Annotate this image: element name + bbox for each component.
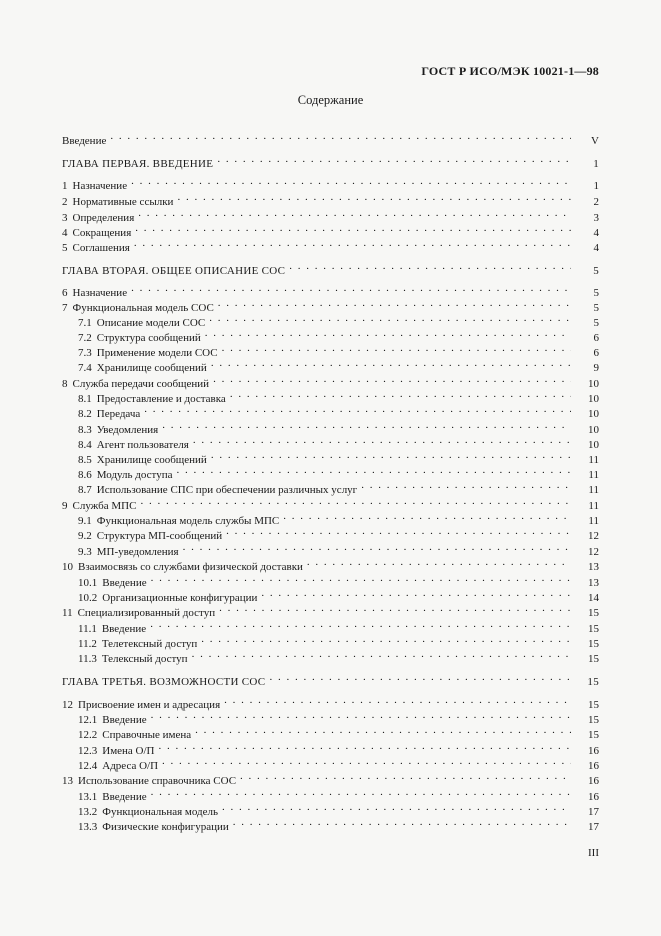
toc-entry-page: 10: [588, 408, 599, 420]
toc-entry-page: 15: [588, 607, 599, 619]
toc-chapter: [62, 259, 599, 277]
toc-entry-label: [62, 134, 108, 149]
toc-entry-text: Сокращения: [72, 227, 132, 239]
toc-entry: [62, 617, 599, 635]
toc-entry-text: Использование справочника СОС: [78, 775, 237, 787]
toc-entry-text: Назначение: [72, 180, 128, 192]
toc-entry-page: 15: [588, 729, 599, 741]
toc-entry-page: 3: [593, 212, 599, 224]
toc-entry: [62, 311, 599, 329]
toc-entry: [62, 326, 599, 344]
toc-entry-number: 11: [62, 607, 73, 619]
toc-entry-number: 12.2: [78, 729, 98, 741]
toc-entry-text: Адреса О/П: [102, 760, 159, 772]
dot-leader: [228, 387, 571, 402]
toc-entry: [62, 448, 599, 466]
dot-leader: [133, 221, 571, 236]
toc-entry-number: 7.4: [78, 362, 92, 374]
toc-entry-page: 16: [588, 791, 599, 803]
toc-entry-number: 7.2: [78, 332, 92, 344]
toc-entry: [62, 601, 599, 619]
toc-entry: [62, 372, 599, 390]
toc-entry-page: 13: [588, 561, 599, 573]
toc-entry: [62, 571, 599, 589]
toc-entry-text: Функциональная модель СОС: [72, 302, 214, 314]
toc-entry-page: 5: [593, 265, 599, 277]
dot-leader: [209, 356, 571, 371]
toc-entry: [62, 586, 599, 604]
toc-entry-text: Введение: [62, 135, 107, 147]
toc-entry: [62, 723, 599, 741]
toc-entry-text: Введение: [101, 623, 147, 635]
toc-chapter: [62, 670, 599, 688]
toc-entry-text: ГЛАВА ПЕРВАЯ. ВВЕДЕНИЕ: [62, 158, 214, 170]
toc-entry-page: 16: [588, 760, 599, 772]
toc-entry: [62, 739, 599, 757]
toc-entry-text: Телетексный доступ: [101, 638, 198, 650]
toc-entry-page: 15: [587, 676, 599, 688]
toc-entry-page: 17: [588, 821, 599, 833]
toc-entry-text: Введение: [102, 577, 147, 589]
toc-entry-text: Функциональная модель: [102, 806, 219, 818]
toc-entry-text: Определения: [72, 212, 135, 224]
dot-leader: [149, 708, 571, 723]
toc-entry-text: Нормативные ссылки: [72, 196, 174, 208]
toc-entry: [62, 540, 599, 558]
toc-entry-page: 15: [588, 714, 599, 726]
toc-entry-text: Физические конфигурации: [102, 821, 229, 833]
toc-entry: [62, 356, 599, 374]
dot-leader: [281, 509, 571, 524]
toc-entry-text: Хранилище сообщений: [96, 454, 207, 466]
dot-leader: [224, 524, 571, 539]
dot-leader: [129, 281, 571, 296]
toc-entry-text: МП-уведомления: [96, 546, 179, 558]
toc-entry-number: 4: [62, 227, 68, 239]
toc-entry-text: Структура сообщений: [96, 332, 201, 344]
toc-entry-text: Соглашения: [72, 242, 130, 254]
toc-entry-label: [62, 652, 190, 667]
toc-entry-number: 5: [62, 242, 68, 254]
toc-entry-number: 10: [62, 561, 73, 573]
toc-entry-number: 2: [62, 196, 68, 208]
toc-entry-number: 8.6: [78, 469, 92, 481]
toc-entry-text: Использование СПС при обеспечении различных услуг: [96, 484, 358, 496]
toc-entry-text: Модуль доступа: [96, 469, 173, 481]
dot-leader: [211, 372, 571, 387]
toc-entry-number: 10.1: [78, 577, 98, 589]
dot-leader: [238, 769, 571, 784]
toc-entry-page: 12: [588, 530, 599, 542]
dot-leader: [160, 418, 571, 433]
toc-entry-page: 4: [593, 242, 599, 254]
toc-entry: [62, 632, 599, 650]
toc-entry: [62, 708, 599, 726]
page-number: III: [588, 847, 599, 859]
dot-leader: [175, 190, 571, 205]
toc-entry: [62, 785, 599, 803]
toc-entry-page: 11: [588, 500, 599, 512]
toc-entry-page: 9: [593, 362, 599, 374]
toc-entry-number: 8.2: [78, 408, 92, 420]
toc-entry-text: ГЛАВА ТРЕТЬЯ. ВОЗМОЖНОСТИ СОС: [62, 676, 266, 688]
toc-entry-number: 9.3: [78, 546, 92, 558]
toc-entry-text: Функциональная модель службы МПС: [96, 515, 280, 527]
toc-entry-number: 10.2: [78, 592, 98, 604]
dot-leader: [157, 739, 572, 754]
page-title: Содержание: [297, 93, 364, 107]
toc-entry-text: ГЛАВА ВТОРАЯ. ОБЩЕЕ ОПИСАНИЕ СОС: [62, 265, 286, 277]
toc-entry-label: [62, 264, 287, 279]
toc-entry-number: 12: [62, 699, 73, 711]
dot-leader: [136, 206, 571, 221]
toc-entry-text: Структура МП-сообщений: [96, 530, 223, 542]
toc-entry-text: Справочные имена: [102, 729, 192, 741]
toc-entry: [62, 418, 599, 436]
dot-leader: [220, 800, 571, 815]
document-header: ГОСТ Р ИСО/МЭК 10021-1—98: [421, 64, 599, 78]
toc-entry: [62, 221, 599, 239]
toc-entry-number: 1: [62, 180, 68, 192]
toc-entry-label: [62, 157, 215, 172]
toc-entry-number: 8.4: [78, 439, 92, 451]
toc-entry: [62, 647, 599, 665]
toc-entry-number: 11.1: [78, 623, 97, 635]
toc-entry-text: Назначение: [72, 287, 128, 299]
toc-entry-number: 11.2: [78, 638, 97, 650]
toc-entry-number: 11.3: [78, 653, 97, 665]
toc-entry-text: Телексный доступ: [101, 653, 188, 665]
toc-entry: [62, 754, 599, 772]
toc-entry-number: 12.1: [78, 714, 98, 726]
toc-entry: [62, 387, 599, 405]
dot-leader: [220, 341, 571, 356]
toc-entry-page: 11: [588, 515, 599, 527]
toc-entry-page: 6: [593, 347, 599, 359]
toc-chapter: [62, 152, 599, 170]
dot-leader: [267, 670, 571, 685]
dot-leader: [359, 478, 571, 493]
dot-leader: [305, 555, 571, 570]
toc-entry-number: 7.3: [78, 347, 92, 359]
toc-entry-text: Уведомления: [96, 424, 159, 436]
toc-entry: [62, 693, 599, 711]
toc-entry-page: 15: [588, 699, 599, 711]
toc-entry-number: 13: [62, 775, 73, 787]
toc-entry-number: 8.3: [78, 424, 92, 436]
toc-entry-page: 16: [588, 775, 599, 787]
toc-entry: [62, 129, 599, 147]
dot-leader: [148, 617, 571, 632]
dot-leader: [129, 174, 571, 189]
toc-entry-text: Хранилище сообщений: [96, 362, 207, 374]
toc-entry-number: 9: [62, 500, 68, 512]
toc-entry-page: 17: [588, 806, 599, 818]
toc-entry: [62, 206, 599, 224]
dot-leader: [207, 311, 571, 326]
toc-entry: [62, 174, 599, 192]
toc-entry-number: 3: [62, 212, 68, 224]
toc-entry-page: 10: [588, 424, 599, 436]
dot-leader: [190, 647, 571, 662]
dot-leader: [259, 586, 571, 601]
toc-entry: [62, 478, 599, 496]
toc-entry-text: Взаимосвязь со службами физической доставки: [78, 561, 303, 573]
toc-entry-page: 5: [593, 287, 599, 299]
toc-entry-page: 10: [588, 378, 599, 390]
dot-leader: [199, 632, 571, 647]
toc-entry-page: 13: [588, 577, 599, 589]
toc-entry-page: 5: [593, 302, 599, 314]
toc-entry-page: 1: [593, 180, 599, 192]
toc-entry-text: Присвоение имен и адресация: [78, 699, 221, 711]
dot-leader: [181, 540, 571, 555]
toc-entry-text: Применение модели СОС: [96, 347, 218, 359]
toc-entry: [62, 402, 599, 420]
toc-entry-number: 8.7: [78, 484, 92, 496]
toc-entry-text: Специализированный доступ: [77, 607, 216, 619]
toc-entry-text: Служба МПС: [72, 500, 137, 512]
toc-entry: [62, 815, 599, 833]
dot-leader: [231, 815, 571, 830]
dot-leader: [216, 296, 571, 311]
dot-leader: [209, 448, 571, 463]
dot-leader: [175, 463, 572, 478]
toc-entry: [62, 524, 599, 542]
toc-entry-page: 14: [588, 592, 599, 604]
toc-entry-label: [62, 241, 132, 256]
toc-entry-number: 13.3: [78, 821, 98, 833]
toc-entry-text: Введение: [102, 791, 147, 803]
toc-entry-number: 13.2: [78, 806, 98, 818]
dot-leader: [222, 693, 571, 708]
toc-entry-page: 15: [588, 653, 599, 665]
toc-entry-text: Описание модели СОС: [96, 317, 206, 329]
toc-entry-page: 5: [593, 317, 599, 329]
toc-entry-text: Передача: [96, 408, 141, 420]
toc-entry-number: 8.1: [78, 393, 92, 405]
toc-entry-text: Введение: [102, 714, 147, 726]
dot-leader: [149, 785, 571, 800]
toc-entry-page: 6: [593, 332, 599, 344]
toc-entry-text: Организационные конфигурации: [102, 592, 258, 604]
dot-leader: [287, 259, 571, 274]
toc-entry-number: 7: [62, 302, 68, 314]
toc-entry: [62, 281, 599, 299]
dot-leader: [193, 723, 571, 738]
dot-leader: [108, 129, 571, 144]
toc-entry: [62, 555, 599, 573]
toc-entry: [62, 433, 599, 451]
toc-entry-page: 11: [588, 484, 599, 496]
dot-leader: [191, 433, 571, 448]
toc-entry-number: 8.5: [78, 454, 92, 466]
toc-entry: [62, 463, 599, 481]
toc-entry-text: Агент пользователя: [96, 439, 189, 451]
toc-entry-page: 10: [588, 393, 599, 405]
toc-entry-text: Имена О/П: [102, 745, 155, 757]
toc-entry-page: 1: [593, 158, 599, 170]
toc-entry-page: 12: [588, 546, 599, 558]
toc-entry-page: 4: [593, 227, 599, 239]
toc-entry-text: Служба передачи сообщений: [72, 378, 210, 390]
toc-entry: [62, 236, 599, 254]
dot-leader: [203, 326, 571, 341]
toc-entry-page: 15: [588, 623, 599, 635]
toc-entry-number: 13.1: [78, 791, 98, 803]
toc-entry-number: 7.1: [78, 317, 92, 329]
toc-entry-number: 12.3: [78, 745, 98, 757]
dot-leader: [142, 402, 571, 417]
toc-entry-label: [62, 675, 267, 690]
toc-entry-number: 8: [62, 378, 68, 390]
dot-leader: [215, 152, 571, 167]
toc-entry-number: 12.4: [78, 760, 98, 772]
toc-entry-number: 6: [62, 287, 68, 299]
toc-entry: [62, 296, 599, 314]
dot-leader: [138, 494, 571, 509]
toc-entry-page: 16: [588, 745, 599, 757]
dot-leader: [149, 571, 571, 586]
toc-entry-page: 15: [588, 638, 599, 650]
toc-entry-number: 9.2: [78, 530, 92, 542]
toc-entry-number: 9.1: [78, 515, 92, 527]
toc-entry: [62, 769, 599, 787]
dot-leader: [217, 601, 571, 616]
toc-entry-page: 11: [588, 469, 599, 481]
toc-entry: [62, 341, 599, 359]
toc-entry: [62, 509, 599, 527]
dot-leader: [160, 754, 571, 769]
toc-entry-page: 10: [588, 439, 599, 451]
toc-entry: [62, 190, 599, 208]
toc-entry-page: 2: [593, 196, 599, 208]
toc-entry-page: 11: [588, 454, 599, 466]
toc-entry-label: [62, 820, 231, 835]
toc-entry: [62, 800, 599, 818]
toc-entry: [62, 494, 599, 512]
dot-leader: [132, 236, 571, 251]
toc-entry-text: Предоставление и доставка: [96, 393, 226, 405]
toc-entry-page: V: [591, 135, 599, 147]
